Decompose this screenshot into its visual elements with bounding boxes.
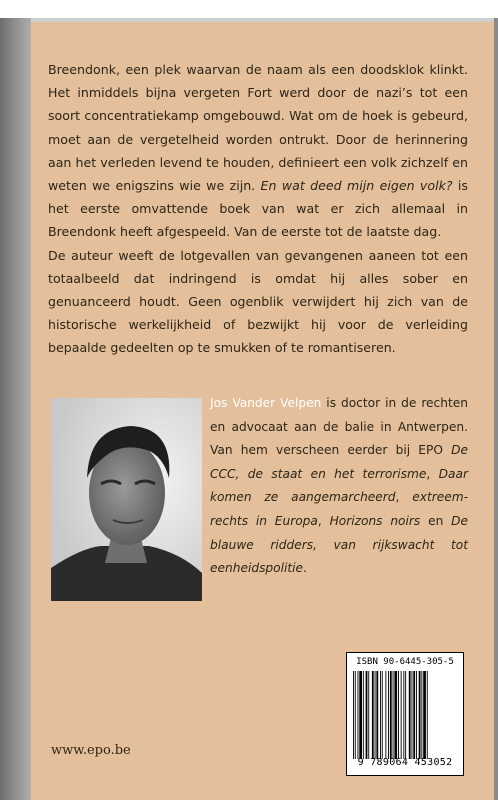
book-title: De CCC, de staat en het terrorisme — [210, 443, 468, 481]
publisher-url: www.epo.be — [51, 743, 131, 758]
author-photo — [51, 398, 202, 601]
author-name: Jos Vander Velpen — [210, 396, 322, 410]
book-title: De blauwe ridders, van rijkswacht tot eenheidspolitie — [210, 513, 468, 576]
book-title: En wat deed mijn eigen volk? — [260, 178, 453, 194]
book-title: Daar komen ze aangemarcheerd — [210, 466, 469, 505]
author-photo-image — [51, 398, 202, 601]
book-title: Horizons noirs — [329, 513, 421, 528]
spine-shadow — [0, 18, 32, 800]
author-bio — [210, 392, 468, 581]
bio-text: is doctor in de rechten en advocaat aan de balie in Antwerpen. Van hem verscheen eerder bij EPO — [210, 396, 468, 458]
bio-text: , — [395, 490, 413, 505]
bio-text: en — [420, 513, 452, 528]
blurb-text: is het eerste omvattende boek van wat er zich allemaal in Breendonk heeft afgespeeld. Van de eerste tot de laatste dag. — [48, 178, 468, 240]
isbn-number: ISBN 90-6445-305-5 — [356, 657, 454, 667]
bio-text: , — [426, 466, 439, 481]
isbn-barcode-box — [346, 652, 464, 776]
bio-text: . — [303, 561, 307, 576]
ean-number: 9 789064 453052 — [357, 757, 453, 768]
blurb-text: Breendonk, een plek waarvan de naam als een doodsklok klinkt. Het inmiddels bijna vergeten Fort werd door de nazi’s tot een soort concentratiekamp omgebouwd. Wat om de hoek is gebeurd, moet aan de vergetelheid worden ontrukt. Door de herinnering aan het verleden levend te houden, definieert een volk zichzelf en weten we enigszins wie we zijn. — [48, 62, 468, 194]
blurb-paragraph-1 — [48, 58, 468, 244]
book-title: extreem-rechts in Europa — [210, 490, 469, 528]
blurb-paragraph-2: De auteur weeft de lotgevallen van gevangenen aaneen tot een totaalbeeld dat indringend is omdat hij alles sober en genuanceerd houdt. Geen ogenblik verwijdert hij zich van de historische werkelijkheid of bezwijkt hij voor de verleiding bepaalde gedeelten op te smukken of te romantiseren. — [48, 247, 468, 356]
blurb — [48, 58, 468, 360]
bio-text: , — [317, 513, 330, 528]
barcode — [353, 671, 457, 759]
page-edge — [494, 18, 498, 800]
